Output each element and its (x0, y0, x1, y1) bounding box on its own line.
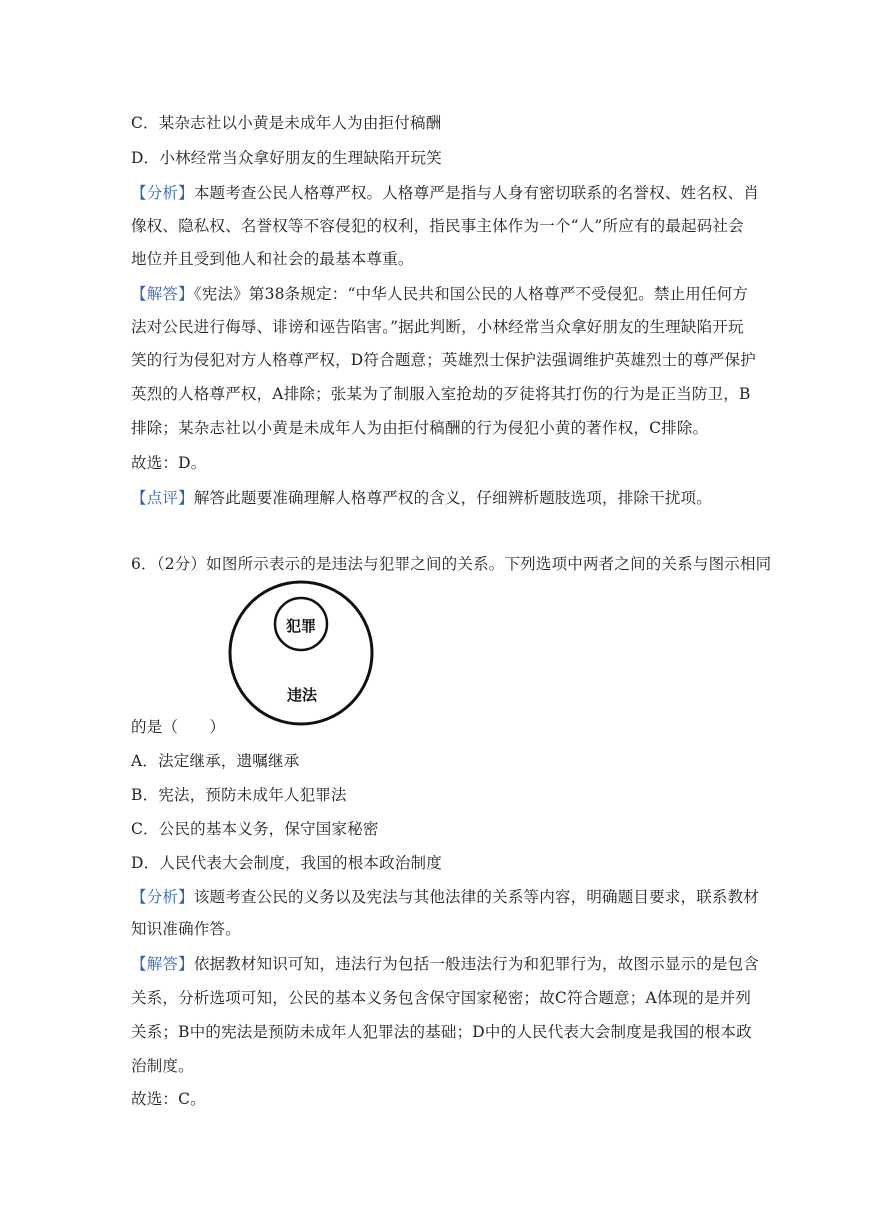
q5-answer-line-1: 【解答】《宪法》第38条规定：“中华人民共和国公民的人格尊严不受侵犯。禁止用任何方 (131, 285, 749, 303)
q5-analysis-line-2: 像权、隐私权、名誉权等不容侵犯的权利，指民事主体作为一个“人”所应有的最起码社会 (131, 217, 744, 235)
q6-option-d: D．人民代表大会制度，我国的根本政治制度 (131, 854, 442, 872)
q5-analysis-line-3: 地位并且受到他人和社会的最基本尊重。 (131, 250, 414, 268)
q6-answer-line-3: 关系；B中的宪法是预防未成年人犯罪法的基础；D中的人民代表大会制度是我国的根本政 (131, 1023, 752, 1041)
analysis-tag: 【分析】 (131, 888, 194, 906)
q5-choice: 故选：D。 (131, 454, 207, 472)
q5-answer-line-5: 排除；某杂志社以小黄是未成年人为由拒付稿酬的行为侵犯小黄的著作权，C排除。 (131, 419, 709, 437)
q6-option-c: C．公民的基本义务，保守国家秘密 (131, 820, 379, 838)
q5-answer-line-3: 笑的行为侵犯对方人格尊严权，D符合题意；英雄烈士保护法强调维护英雄烈士的尊严保护 (131, 351, 756, 369)
q6-choice: 故选：C。 (131, 1090, 206, 1108)
q5-option-c: C．某杂志社以小黄是未成年人为由拒付稿酬 (131, 114, 442, 132)
q5-comment: 【点评】解答此题要准确理解人格尊严权的含义，仔细辨析题肢选项，排除干扰项。 (131, 489, 712, 507)
q6-stem-line-1: 6．（2分）如图所示表示的是违法与犯罪之间的关系。下列选项中两者之间的关系与图示相同 (131, 555, 772, 573)
q6-answer-line-1: 【解答】依据教材知识可知，违法行为包括一般违法行为和犯罪行为，故图示显示的是包含 (131, 955, 760, 973)
q6-analysis-line-1: 【分析】该题考查公民的义务以及宪法与其他法律的关系等内容，明确题目要求，联系教材 (131, 888, 760, 906)
answer-tag: 【解答】 (131, 285, 194, 303)
q6-analysis-line-2: 知识准确作答。 (131, 920, 241, 938)
q6-option-a: A．法定继承，遗嘱继承 (131, 752, 300, 770)
q6-stem-line-2: 的是（ ） (131, 718, 226, 736)
q5-answer-line-4: 英烈的人格尊严权，A排除；张某为了制服入室抢劫的歹徒将其打伤的行为是正当防卫，B (131, 385, 751, 403)
inner-label: 犯罪 (285, 617, 317, 635)
q5-analysis-line-1: 【分析】本题考查公民人格尊严权。人格尊严是指与人身有密切联系的名誉权、姓名权、肖 (131, 184, 760, 202)
analysis-tag: 【分析】 (131, 184, 194, 202)
q6-answer-line-2: 关系，分析选项可知，公民的基本义务包含保守国家秘密；故C符合题意；A体现的是并列 (131, 989, 752, 1007)
outer-label: 违法 (286, 686, 318, 704)
q6-answer-line-4: 治制度。 (131, 1057, 194, 1075)
comment-tag: 【点评】 (131, 489, 194, 507)
q6-option-b: B．宪法，预防未成年人犯罪法 (131, 786, 347, 804)
q5-option-d: D．小林经常当众拿好朋友的生理缺陷开玩笑 (131, 149, 442, 167)
answer-tag: 【解答】 (131, 955, 194, 973)
q5-answer-line-2: 法对公民进行侮辱、诽谤和诬告陷害。”据此判断，小林经常当众拿好朋友的生理缺陷开玩 (131, 318, 744, 336)
venn-diagram (226, 577, 376, 729)
